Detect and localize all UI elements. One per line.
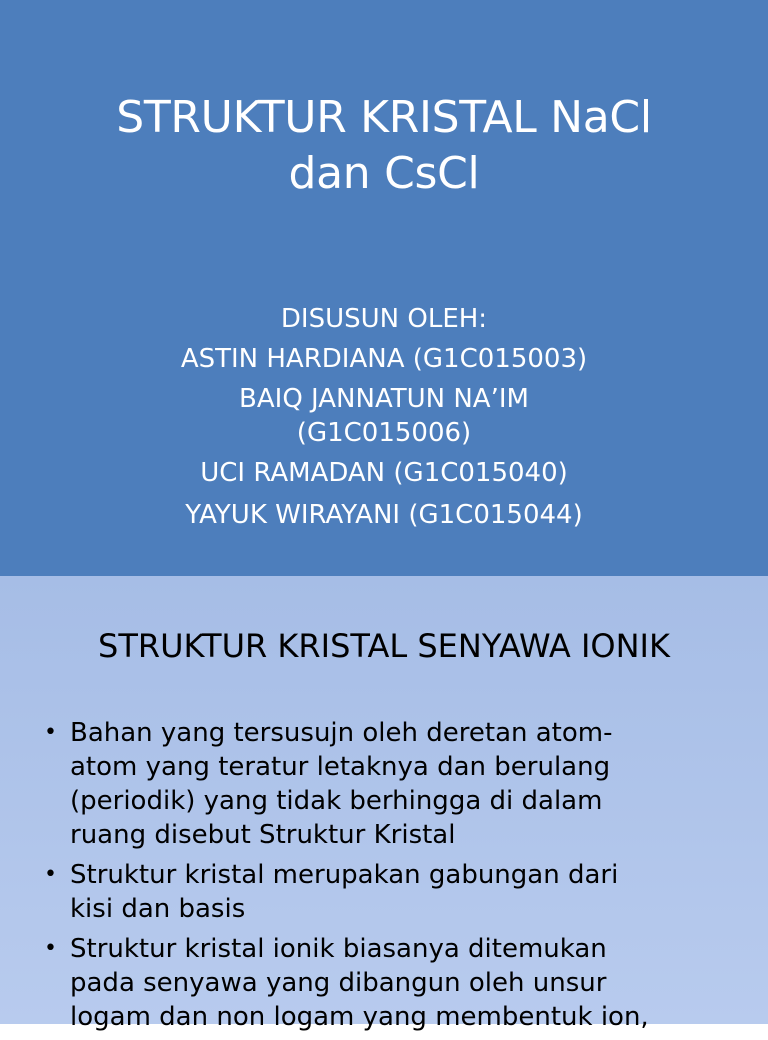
bullet-icon: • (44, 936, 57, 961)
author-line-1: ASTIN HARDIANA (G1C015003) (180, 344, 588, 374)
bullet-text-line: Bahan yang tersusujn oleh deretan atom- (70, 718, 613, 748)
bullet-text-line: pada senyawa yang dibangun oleh unsur (70, 968, 607, 998)
author-line-4: UCI RAMADAN (G1C015040) (200, 458, 568, 488)
author-line-2: BAIQ JANNATUN NA’IM (239, 384, 529, 414)
bullet-icon: • (44, 720, 57, 745)
slide-title-line-2: dan CsCl (288, 148, 480, 199)
bullet-text-line: logam dan non logam yang membentuk ion, (70, 1002, 649, 1032)
bullet-text-line: Struktur kristal ionik biasanya ditemukan (70, 934, 607, 964)
bullet-icon: • (44, 862, 57, 887)
bullet-list (44, 716, 724, 1040)
author-line-5: YAYUK WIRAYANI (G1C015044) (185, 500, 583, 530)
bullet-text-line: Struktur kristal merupakan gabungan dari (70, 860, 619, 890)
content-slide-title: STRUKTUR KRISTAL SENYAWA IONIK (98, 627, 670, 665)
bullet-text-line: atom yang teratur letaknya dan berulang (70, 752, 611, 782)
author-line-3: (G1C015006) (296, 418, 472, 448)
authors-block (0, 300, 768, 534)
bullet-text-line: kisi dan basis (70, 894, 246, 924)
slide-title-line-1: STRUKTUR KRISTAL NaCl (116, 92, 652, 143)
bullet-item (44, 716, 724, 852)
content-slide (0, 576, 768, 1032)
bullet-item (44, 858, 724, 926)
authors-heading: DISUSUN OLEH: (280, 304, 488, 334)
slide-title (0, 90, 768, 202)
bullet-item (44, 932, 724, 1034)
bullet-text-line: ruang disebut Struktur Kristal (70, 820, 456, 850)
bullet-text-line: (periodik) yang tidak berhingga di dalam (70, 786, 603, 816)
